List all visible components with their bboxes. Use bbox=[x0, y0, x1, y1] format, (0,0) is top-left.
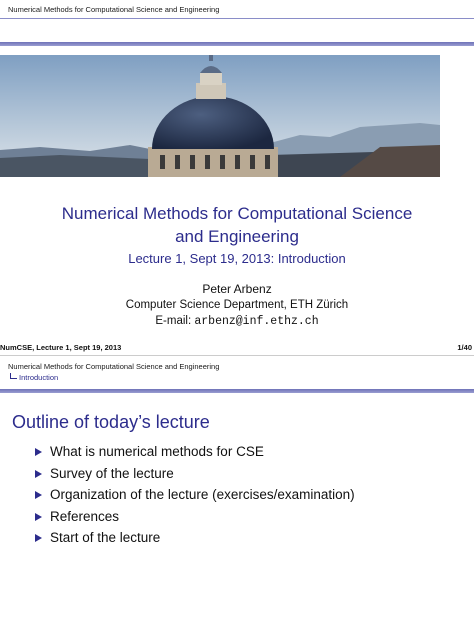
email-line bbox=[0, 315, 474, 328]
triangle-bullet-icon bbox=[35, 448, 42, 456]
header-rule-thin bbox=[0, 18, 474, 19]
triangle-bullet-icon bbox=[35, 513, 42, 521]
frame-title: Outline of today’s lecture bbox=[12, 412, 210, 432]
email-address: arbenz@inf.ethz.ch bbox=[194, 315, 319, 328]
eth-dome-photo bbox=[0, 55, 440, 177]
presentation-title-line1: Numerical Methods for Computational Science bbox=[61, 204, 413, 223]
slide-header-section bbox=[10, 373, 58, 382]
email-label: E-mail: bbox=[155, 315, 192, 327]
triangle-bullet-icon bbox=[35, 470, 42, 478]
department: Computer Science Department, ETH Zürich bbox=[125, 299, 349, 311]
lecture-subtitle: Lecture 1, Sept 19, 2013: Introduction bbox=[128, 251, 346, 266]
author-name: Peter Arbenz bbox=[202, 282, 272, 296]
slide-footer bbox=[0, 343, 474, 355]
footer-left-text: NumCSE, Lecture 1, Sept 19, 2013 bbox=[0, 343, 122, 352]
outline-slide: Numerical Methods for Computational Science and Engineering Introduction Outline of today’s lecture What is numerical methods for CSE Survey of the lecture Organization of the lecture (exercises/examination) References Start of the lecture bbox=[0, 356, 474, 632]
slide-header-title: Numerical Methods for Computational Science and Engineering bbox=[8, 362, 220, 371]
page-number: 1/40 bbox=[457, 343, 472, 352]
section-name: Introduction bbox=[19, 373, 59, 382]
presentation-title-line2: and Engineering bbox=[175, 227, 299, 246]
header-rule bbox=[0, 389, 474, 393]
header-rule bbox=[0, 42, 474, 46]
section-tree-icon bbox=[10, 373, 17, 379]
triangle-bullet-icon bbox=[35, 534, 42, 542]
triangle-bullet-icon bbox=[35, 491, 42, 499]
slide-header-title: Numerical Methods for Computational Science and Engineering bbox=[8, 5, 220, 14]
